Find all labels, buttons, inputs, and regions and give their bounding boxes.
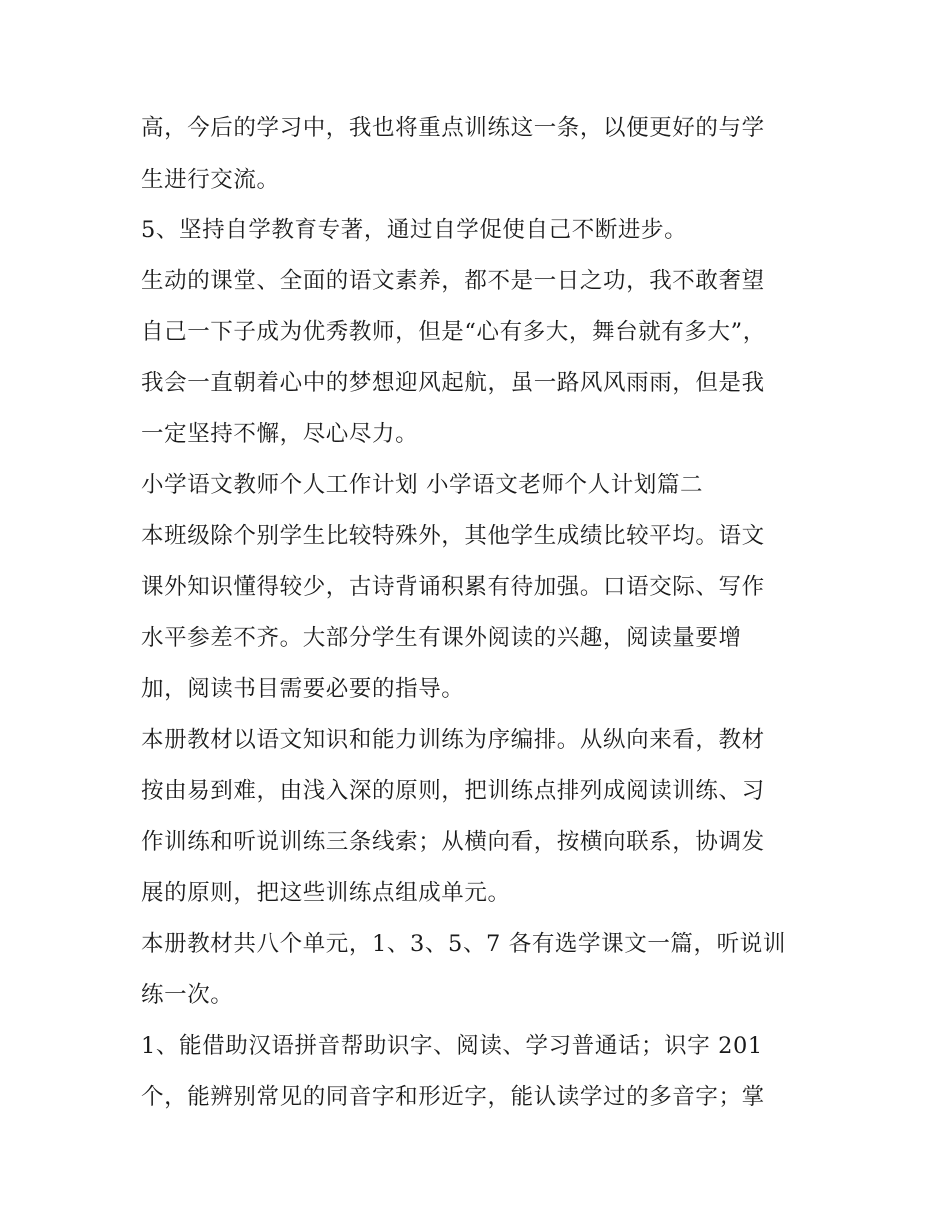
text-line: 高，今后的学习中，我也将重点训练这一条，以便更好的与学	[141, 115, 765, 141]
text-line: 加，阅读书目需要必要的指导。	[141, 676, 465, 702]
text-line: 本册教材以语文知识和能力训练为序编排。从纵向来看，教材	[141, 727, 765, 753]
text-line: 我会一直朝着心中的梦想迎风起航，虽一路风风雨雨，但是我	[141, 370, 765, 396]
text-line: 本册教材共八个单元，1、3、5、7 各有选学课文一篇，听说训	[141, 931, 786, 957]
text-line: 作训练和听说训练三条线索；从横向看，按横向联系，协调发	[141, 829, 765, 855]
text-line: 水平参差不齐。大部分学生有课外阅读的兴趣，阅读量要增	[141, 625, 742, 651]
text-line: 本班级除个别学生比较特殊外，其他学生成绩比较平均。语文	[141, 523, 765, 549]
text-line: 生进行交流。	[141, 167, 280, 193]
section-heading: 小学语文教师个人工作计划 小学语文老师个人计划篇二	[141, 472, 704, 498]
text-line: 自己一下子成为优秀教师，但是“心有多大，舞台就有多大”，	[141, 319, 766, 345]
text-line: 生动的课堂、全面的语文素养，都不是一日之功，我不敢奢望	[141, 268, 765, 294]
text-line: 一定坚持不懈，尽心尽力。	[141, 421, 419, 447]
text-line: 个，能辨别常见的同音字和形近字，能认读学过的多音字；掌	[141, 1084, 765, 1110]
text-line: 练一次。	[141, 982, 234, 1008]
text-line: 按由易到难，由浅入深的原则，把训练点排列成阅读训练、习	[141, 778, 765, 804]
text-line: 1、能借助汉语拼音帮助识字、阅读、学习普通话；识字 201	[141, 1033, 763, 1059]
text-line: 展的原则，把这些训练点组成单元。	[141, 880, 511, 906]
text-line: 5、坚持自学教育专著，通过自学促使自己不断进步。	[141, 217, 688, 243]
text-line: 课外知识懂得较少，古诗背诵积累有待加强。口语交际、写作	[141, 574, 765, 600]
